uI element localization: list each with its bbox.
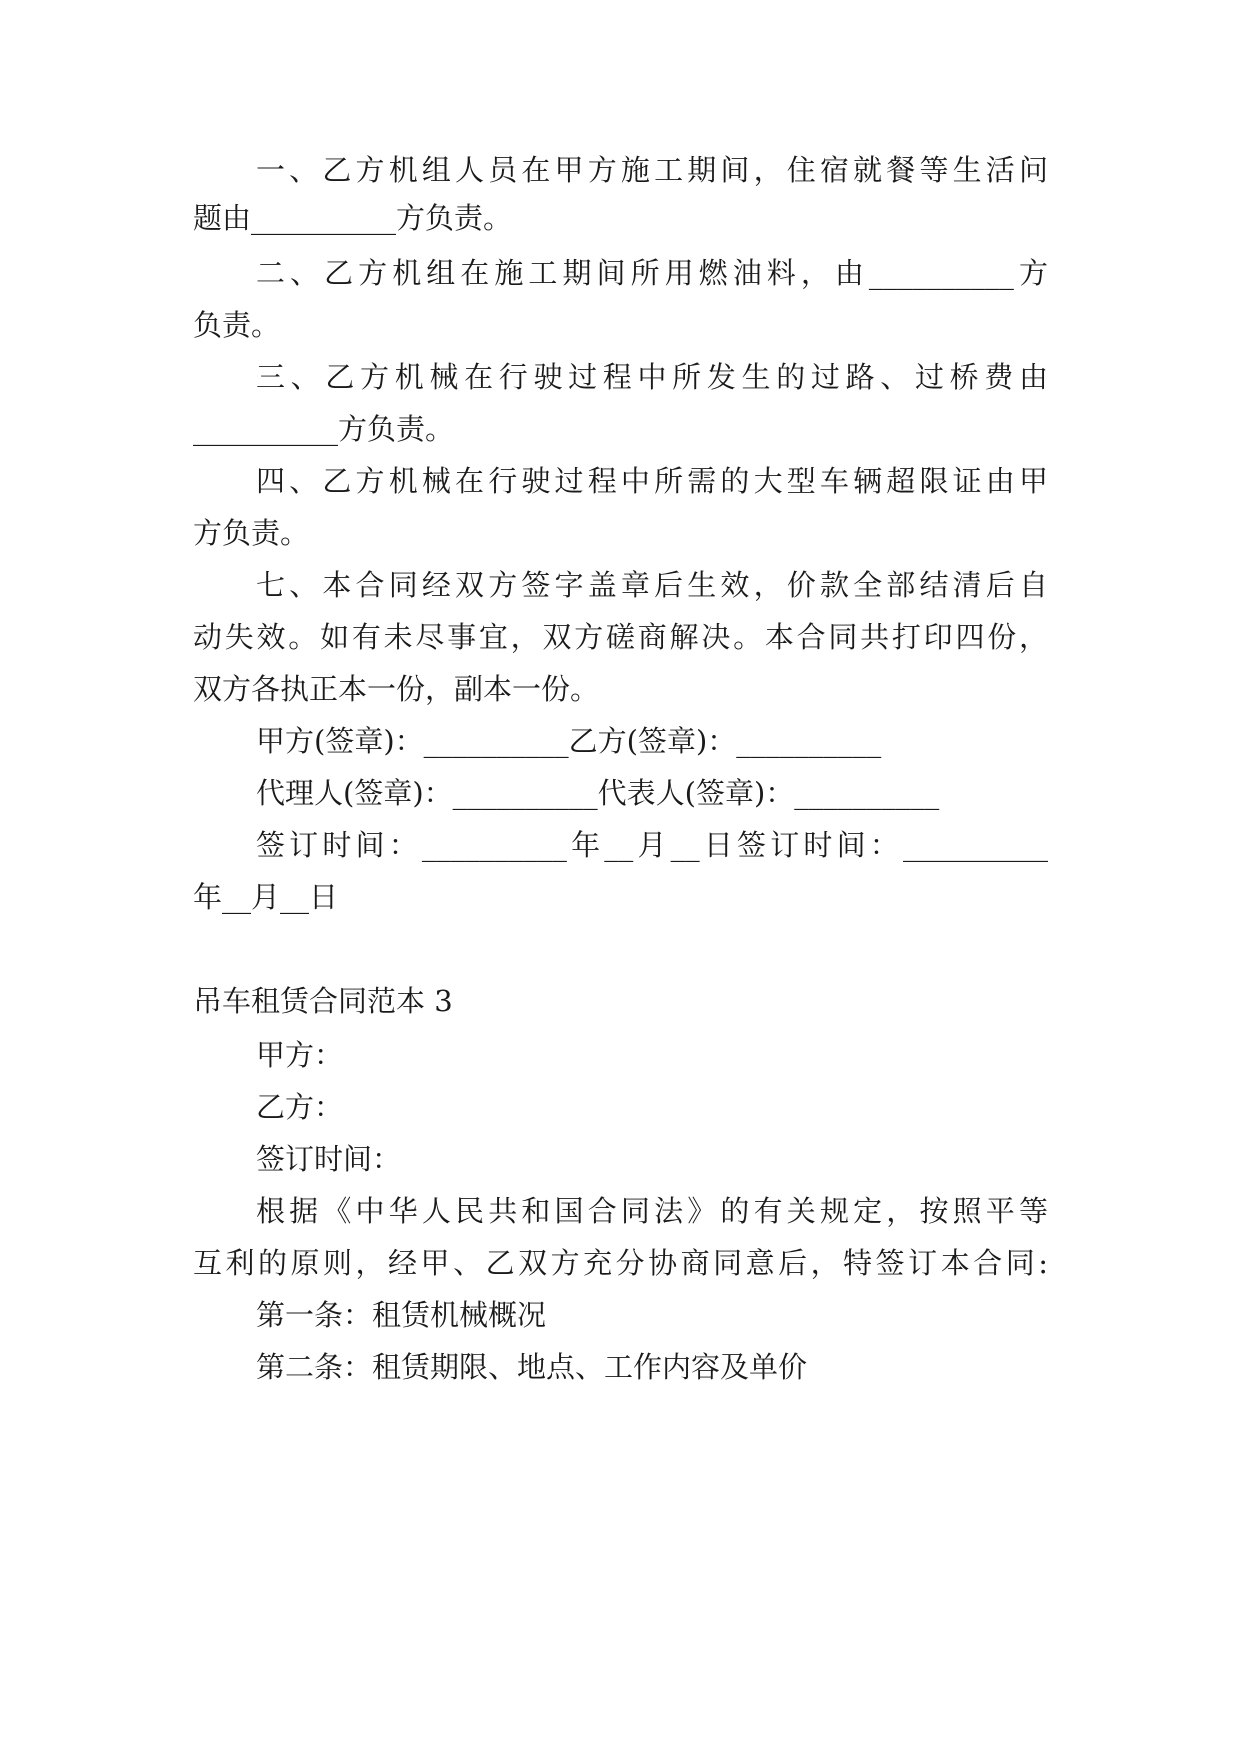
clause-1-line-1: 一、乙方机组人员在甲方施工期间，住宿就餐等生活问 <box>256 153 1048 187</box>
preamble-line-1: 根据《中华人民共和国合同法》的有关规定，按照平等 <box>256 1194 1048 1228</box>
clause-7-line-1: 七、本合同经双方签字盖章后生效，价款全部结清后自 <box>256 568 1048 602</box>
signing-date-line-2: 年__月__日 <box>193 880 339 914</box>
section-title: 吊车租赁合同范本 3 <box>193 984 453 1018</box>
clause-4-line-1: 四、乙方机械在行驶过程中所需的大型车辆超限证由甲 <box>256 464 1048 498</box>
clause-4-line-2: 方负责。 <box>193 516 310 550</box>
clause-2-line-1: 二、乙方机组在施工期间所用燃油料，由__________方 <box>256 256 1048 290</box>
clause-3-line-2: __________方负责。 <box>193 412 455 446</box>
signing-time-label: 签订时间： <box>256 1142 402 1176</box>
article-2: 第二条：租赁期限、地点、工作内容及单价 <box>256 1350 808 1384</box>
signature-agent-line: 代理人(签章)：__________代表人(签章)：__________ <box>256 776 940 810</box>
article-1: 第一条：租赁机械概况 <box>256 1298 547 1332</box>
clause-3-line-1: 三、乙方机械在行驶过程中所发生的过路、过桥费由 <box>256 360 1048 394</box>
party-b-label: 乙方： <box>256 1090 344 1124</box>
signature-party-line: 甲方(签章)：__________乙方(签章)：__________ <box>256 724 882 758</box>
clause-7-line-2: 动失效。如有未尽事宜，双方磋商解决。本合同共打印四份， <box>193 620 1048 654</box>
preamble-line-2: 互利的原则，经甲、乙双方充分协商同意后，特签订本合同: <box>193 1246 1048 1280</box>
signing-date-line: 签订时间：__________年__月__日签订时间：__________ <box>256 828 1048 862</box>
clause-7-line-3: 双方各执正本一份，副本一份。 <box>193 672 600 706</box>
clause-1-line-2: 题由__________方负责。 <box>193 201 513 235</box>
party-a-label: 甲方： <box>256 1038 344 1072</box>
clause-2-line-2: 负责。 <box>193 308 281 342</box>
